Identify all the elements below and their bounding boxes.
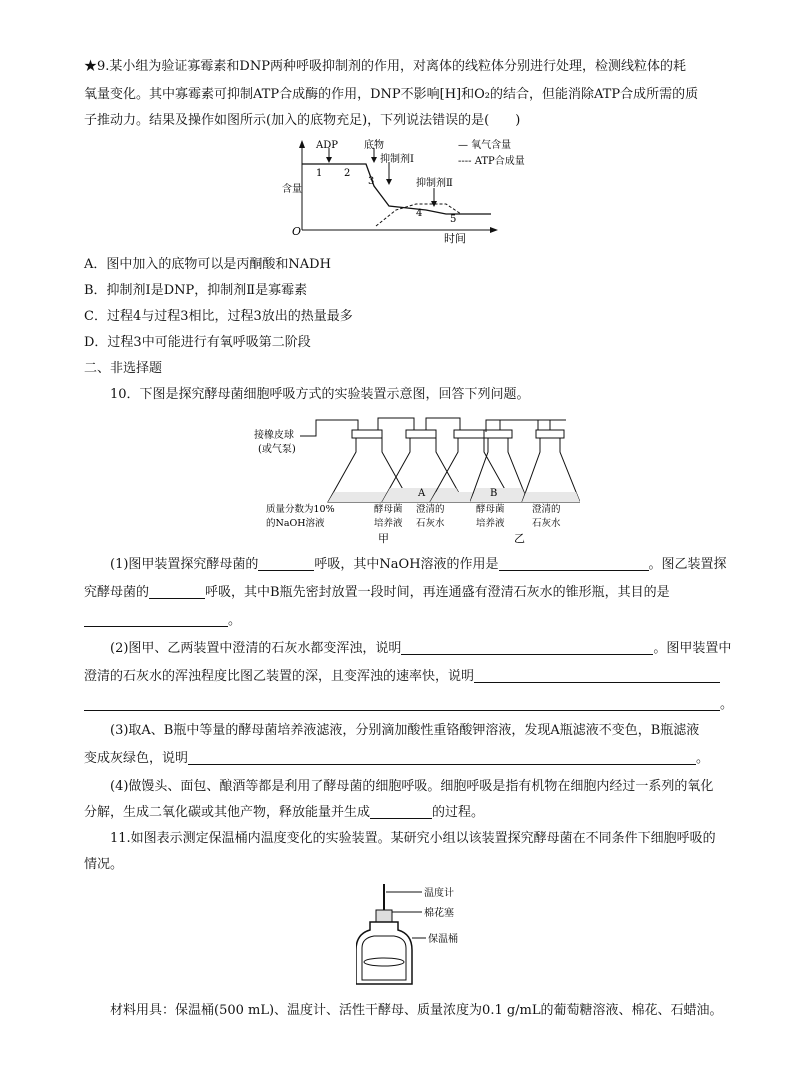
yeast-label-2: 培养液 xyxy=(374,518,403,529)
lime-b-label-2: 石灰水 xyxy=(532,518,561,529)
q10-s4-line2: 分解，生成二氧化碳或其他产物，释放能量并生成 的过程。 xyxy=(84,805,485,820)
label-thermometer: 温度计 xyxy=(424,888,454,899)
q11-stem-line2: 情况。 xyxy=(84,857,124,872)
graph-process-2: 2 xyxy=(344,168,351,179)
q9-option-d: D．过程3中可能进行有氧呼吸第二阶段 xyxy=(84,335,311,350)
answer-blank[interactable] xyxy=(370,804,432,819)
answer-blank[interactable] xyxy=(188,750,696,765)
flask-label-a: A xyxy=(418,488,426,499)
naoh-label-2: 的NaOH溶液 xyxy=(266,518,325,529)
q10-s3-line1: (3)取A、B瓶中等量的酵母菌培养液滤液，分别滴加酸性重铬酸钾溶液，发现A瓶滤液不变色，B瓶滤液 xyxy=(110,723,700,738)
oxygen-curve xyxy=(302,164,491,214)
answer-blank[interactable] xyxy=(401,640,653,655)
q9-stem-line1: ★9.某小组为验证寡霉素和DNP两种呼吸抑制剂的作用，对离体的线粒体分别进行处理，检测线粒体的耗 xyxy=(84,59,686,74)
label-cotton: 棉花塞 xyxy=(424,908,454,919)
q9-option-a: A．图中加入的底物可以是丙酮酸和NADH xyxy=(84,257,331,272)
naoh-label-1: 质量分数为10% xyxy=(266,504,335,515)
q11-thermos-figure xyxy=(356,880,496,992)
lime-label-2: 石灰水 xyxy=(416,518,445,529)
graph-process-5: 5 xyxy=(450,214,457,225)
yeast-label-1: 酵母菌 xyxy=(374,504,403,515)
q9-option-b: B．抑制剂Ⅰ是DNP，抑制剂Ⅱ是寡霉素 xyxy=(84,283,308,298)
q9-stem-line3: 子推动力。结果及操作如图所示(加入的底物充足)，下列说法错误的是( ) xyxy=(84,113,521,128)
q10-stem: 10．下图是探究酵母菌细胞呼吸方式的实验装置示意图，回答下列问题。 xyxy=(110,387,530,402)
flask-label-b: B xyxy=(490,488,498,499)
setup-label-yi: 乙 xyxy=(514,532,525,545)
setup-label-jia: 甲 xyxy=(378,532,389,545)
yeast-b-label-1: 酵母菌 xyxy=(476,504,505,515)
answer-blank[interactable] xyxy=(149,584,205,599)
star-icon: ★ xyxy=(84,59,98,74)
q9-stem-line2: 氧量变化。其中寡霉素可抑制ATP合成酶的作用，DNP不影响[H]和O₂的结合，但能消除ATP合成所需的质 xyxy=(84,87,699,102)
graph-origin: O xyxy=(292,225,302,238)
cotton-plug xyxy=(376,910,392,922)
pump-label-1: 接橡皮球 xyxy=(254,430,294,441)
graph-label-adp: ADP xyxy=(316,140,338,151)
answer-blank[interactable] xyxy=(499,556,649,571)
graph-xlabel: 时间 xyxy=(444,232,466,245)
q10-s2-line2: 澄清的石灰水的浑浊程度比图乙装置的深，且变浑浊的速率快，说明 xyxy=(84,664,748,690)
q10-s1-line2: 究酵母菌的 呼吸，其中B瓶先密封放置一段时间，再连通盛有澄清石灰水的锥形瓶，其目的是 xyxy=(84,585,670,600)
q10-s3-line2: 变成灰绿色，说明 。 xyxy=(84,751,710,766)
q10-s2-line1: (2)图甲、乙两装置中澄清的石灰水都变浑浊，说明 。图甲装置中 xyxy=(110,641,732,656)
yeast-b-label-2: 培养液 xyxy=(476,518,505,529)
answer-blank[interactable] xyxy=(258,556,314,571)
pump-label-2: (或气泵) xyxy=(258,444,296,455)
graph-legend-oxygen: — 氧气含量 xyxy=(458,140,512,151)
q9-option-c: C．过程4与过程3相比，过程3放出的热量最多 xyxy=(84,309,353,324)
q10-s2-line3: 。 xyxy=(84,692,748,718)
answer-blank[interactable] xyxy=(84,696,720,711)
graph-process-1: 1 xyxy=(316,168,323,179)
graph-process-3: 3 xyxy=(368,176,375,187)
graph-label-substrate: 底物 xyxy=(364,140,384,151)
graph-process-4: 4 xyxy=(416,208,423,219)
flask-a-yeast xyxy=(382,430,464,502)
graph-label-inhibitor1: 抑制剂Ⅰ xyxy=(380,154,414,165)
graph-label-inhibitor2: 抑制剂Ⅱ xyxy=(416,178,453,189)
q10-s1-line1: (1)图甲装置探究酵母菌的 呼吸，其中NaOH溶液的作用是 。图乙装置探 xyxy=(110,557,727,572)
graph-legend-atp: ---- ATP合成量 xyxy=(458,156,525,167)
lime-label-1: 澄清的 xyxy=(416,504,445,515)
q9-graph xyxy=(276,134,566,246)
q10-s4-line1: (4)做馒头、面包、酿酒等都是利用了酵母菌的细胞呼吸。细胞呼吸是指有机物在细胞内经过一系列的氧化 xyxy=(110,779,714,794)
q11-materials: 材料用具：保温桶(500 mL)、温度计、活性干酵母、质量浓度为0.1 g/mL的葡萄糖溶液、棉花、石蜡油。 xyxy=(110,1003,723,1018)
insulated-bucket xyxy=(356,922,412,984)
answer-blank[interactable] xyxy=(84,612,228,627)
answer-blank[interactable] xyxy=(474,668,720,683)
graph-ylabel: 含量 xyxy=(282,184,302,195)
q10-apparatus-yi xyxy=(470,412,580,552)
q10-s1-line3: 。 xyxy=(84,608,748,634)
section-heading: 二、非选择题 xyxy=(84,361,163,376)
atp-curve xyxy=(376,204,491,226)
lime-b-label-1: 澄清的 xyxy=(532,504,561,515)
label-bucket: 保温桶 xyxy=(428,934,458,945)
q11-stem-line1: 11.如图表示测定保温桶内温度变化的实验装置。某研究小组以该装置探究酵母菌在不同条件下细胞呼吸的 xyxy=(110,831,716,846)
